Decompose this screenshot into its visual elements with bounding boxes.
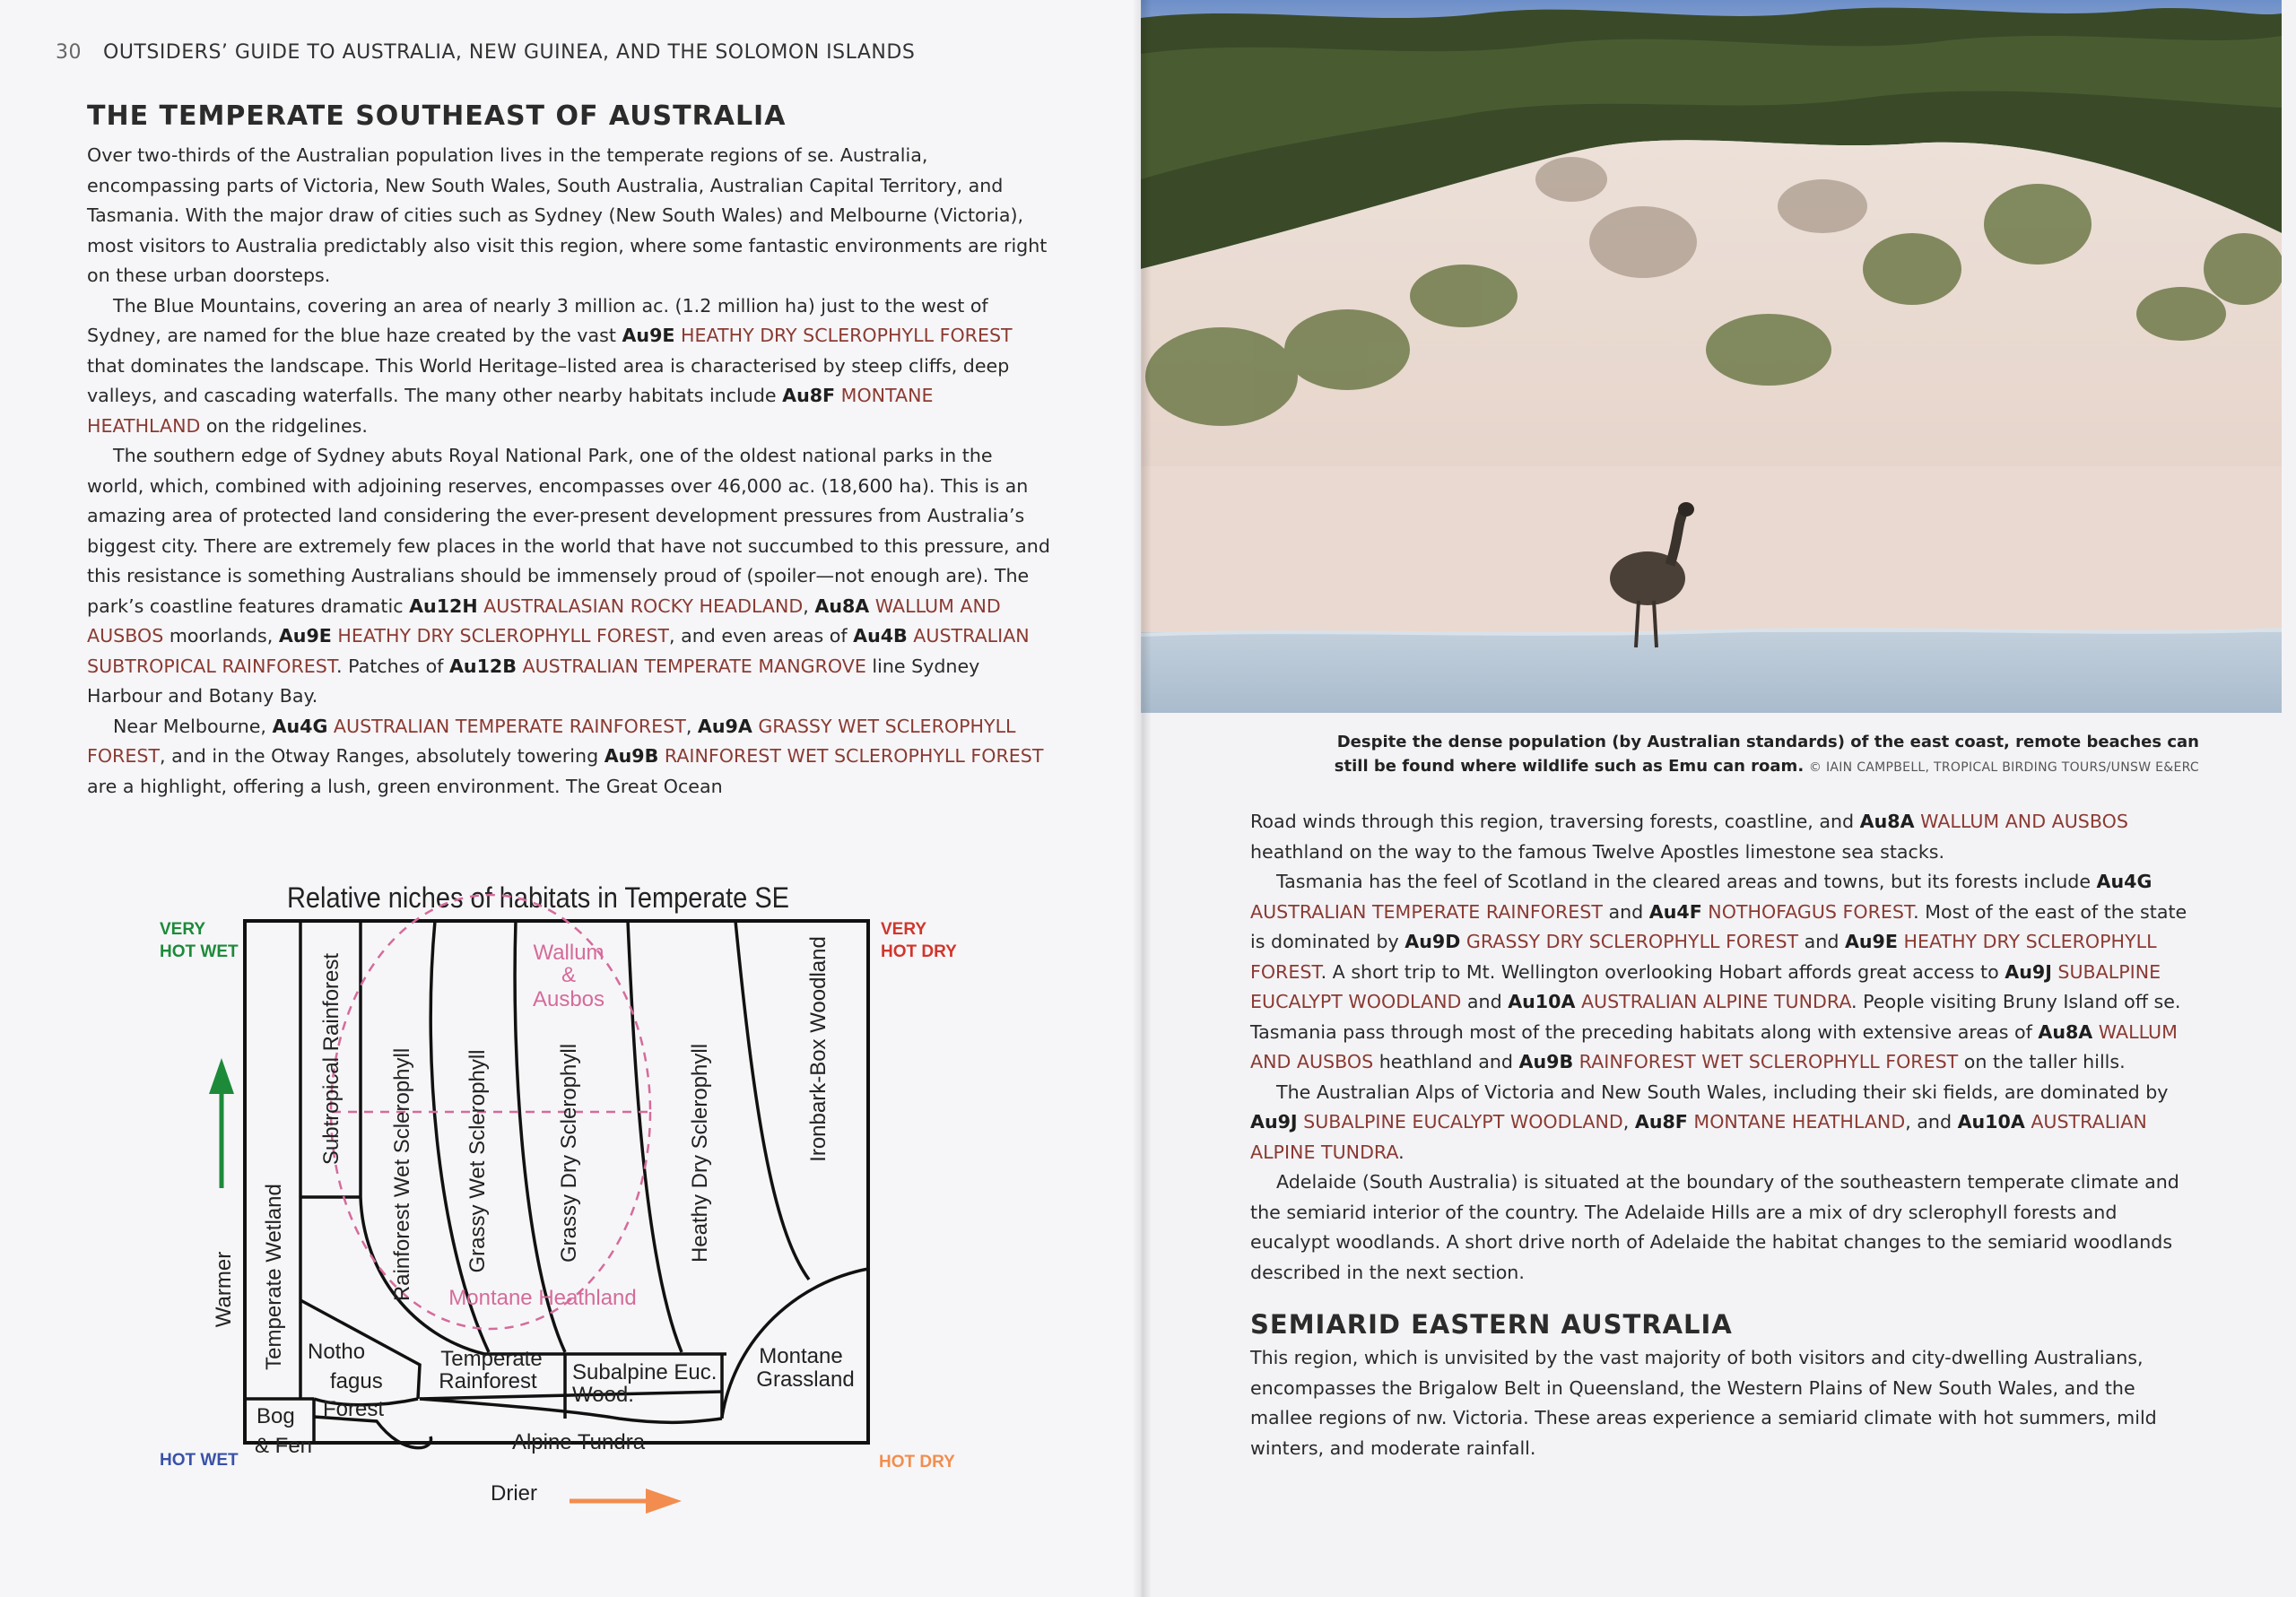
left-page: [0, 0, 1141, 1597]
habitat-name: MONTANE HEATHLAND: [87, 385, 934, 437]
label-montane-grassland-2: Grassland: [756, 1367, 855, 1392]
habitat-name: MONTANE HEATHLAND: [1687, 1111, 1906, 1133]
label-notho-2: fagus: [330, 1369, 383, 1393]
text-run: , and in the Otway Ranges, absolutely towering: [160, 745, 604, 767]
habitat-name: WALLUM AND AUSBOS: [87, 595, 1001, 647]
habitat-name: AUSTRALASIAN ROCKY HEADLAND: [477, 595, 804, 617]
right-page: [1141, 0, 2296, 1597]
lower-habitat-labels: [255, 1340, 855, 1458]
drier-arrow-head: [646, 1489, 682, 1514]
paragraph: [1250, 867, 2201, 1078]
text-run: line Sydney Harbour and Botany Bay.: [87, 655, 980, 707]
habitat-name: AUSTRALIAN ALPINE TUNDRA: [1575, 991, 1852, 1012]
paragraph: [87, 712, 1051, 803]
habitat-name: AUSTRALIAN TEMPERATE RAINFOREST: [327, 715, 686, 737]
paragraph: [87, 291, 1051, 442]
text-run: and: [1461, 991, 1509, 1012]
text-run: moorlands,: [163, 625, 279, 647]
label-subalpine-1: Subalpine Euc.: [572, 1360, 718, 1384]
habitat-name: SUBALPINE EUCALYPT WOODLAND: [1297, 1111, 1623, 1133]
habitat-code: Au9J: [2005, 960, 2052, 983]
text-run: The Australian Alps of Victoria and New South Wales, including their ski fields, are dominated by: [1276, 1081, 2169, 1103]
caption-text: Despite the dense population (by Australian standards) of the east coast, remote beaches can still be found where wildlife such as Emu can roam.: [1334, 733, 2199, 776]
text-run: heathland and: [1373, 1051, 1519, 1072]
paragraph: [87, 141, 1051, 291]
section-body: [87, 141, 1051, 802]
warmer-label: Warmer: [212, 1251, 236, 1328]
text-run: , and: [1905, 1111, 1958, 1133]
habitat-code: Au4B: [853, 625, 908, 647]
habitat-name: HEATHY DRY SCLEROPHYLL FOREST: [331, 625, 670, 647]
label-bog-2: & Fen: [255, 1434, 313, 1458]
habitat-name: AUSTRALIAN TEMPERATE RAINFOREST: [1250, 900, 1603, 923]
text-run: Road winds through this region, traversing forests, coastline, and: [1250, 811, 1860, 832]
beach: [1141, 466, 2282, 637]
habitat-code: Au8A: [2038, 1020, 2093, 1043]
corner-very-hot-wet-2: HOT WET: [160, 942, 239, 961]
habitat-code: Au4G: [2096, 871, 2152, 892]
label-temperate-rainforest-2: Rainforest: [439, 1369, 537, 1393]
habitat-name: GRASSY WET SCLEROPHYLL FOREST: [87, 715, 1016, 767]
habitat-code: Au9J: [1250, 1111, 1298, 1133]
warmer-arrow-head: [209, 1058, 234, 1094]
habitat-name: HEATHY DRY SCLEROPHYLL FOREST: [1250, 931, 2157, 983]
text-run: ,: [685, 715, 698, 737]
label-alpine-tundra: Alpine Tundra: [511, 1430, 646, 1454]
semiarid-body: [1250, 1343, 2201, 1463]
drier-label: Drier: [491, 1481, 537, 1506]
habitat-name: SUBALPINE EUCALYPT WOODLAND: [1250, 960, 2161, 1012]
habitat-code: Au9E: [622, 325, 675, 346]
habitat-code: Au8A: [1859, 811, 1915, 832]
text-run: Over two-thirds of the Australian population lives in the temperate regions of se. Australia, encompassing parts of Victoria, New South Wales, South Australia, Australian Capital Territory, and Tasmania. With the major draw of cities such as Sydney (New South Wales) and Melbourne (Victoria), most visitors to Australia predictably also visit this region, where some fantastic environments are right on these urban doorsteps.: [87, 144, 1048, 286]
text-run: . People visiting Bruny Island off se. Tasmania pass through most of the preceding habitats along with extensive areas of: [1250, 991, 2181, 1043]
habitat-code: Au8F: [1634, 1111, 1688, 1133]
habitat-name: GRASSY DRY SCLEROPHYLL FOREST: [1460, 931, 1799, 952]
text-run: Near Melbourne,: [113, 715, 273, 737]
book-title: OUTSIDERS’ GUIDE TO AUSTRALIA, NEW GUINEA, AND THE SOLOMON ISLANDS: [103, 41, 916, 64]
habitat-code: Au10A: [1957, 1111, 2025, 1133]
text-run: ,: [1622, 1111, 1635, 1133]
text-run: and: [1798, 931, 1845, 952]
text-run: on the ridgelines.: [200, 414, 368, 437]
habitat-code: Au4G: [272, 715, 328, 737]
text-run: Tasmania has the feel of Scotland in the cleared areas and towns, but its forests include: [1276, 871, 2097, 892]
habitat-name: RAINFOREST WET SCLEROPHYLL FOREST: [658, 745, 1044, 767]
label-montane-grassland-1: Montane: [759, 1344, 843, 1368]
label-heathy-dry-sclerophyll: Heathy Dry Sclerophyll: [688, 1043, 712, 1263]
habitat-code: Au12H: [409, 595, 478, 617]
text-run: Adelaide (South Australia) is situated at the boundary of the southeastern temperate climate and the semiarid interior of the country. The Adelaide Hills are a mix of dry sclerophyll forests and eucalypt woodlands. A short drive north of Adelaide the habitat changes to the semiarid woodlands described in the next section.: [1250, 1171, 2179, 1283]
habitat-niche-diagram: [144, 870, 969, 1515]
habitat-code: Au9E: [278, 625, 332, 647]
text-run: . A short trip to Mt. Wellington overlooking Hobart affords great access to: [1320, 960, 2005, 983]
emu-beach-photo: [1141, 0, 2282, 713]
label-grassy-wet-sclerophyll: Grassy Wet Sclerophyll: [465, 1049, 490, 1273]
photo-caption: [1302, 730, 2199, 780]
label-temperate-rainforest-1: Temperate: [440, 1347, 543, 1371]
habitat-code: Au9E: [1844, 931, 1898, 952]
paragraph: [1250, 1078, 2201, 1168]
text-run: and: [1602, 900, 1649, 923]
text-run: that dominates the landscape. This World Heritage–listed area is characterised by steep cliffs, deep valleys, and cascading waterfalls. The many other nearby habitats include: [87, 354, 1010, 406]
text-run: The southern edge of Sydney abuts Royal National Park, one of the oldest national parks in the world, which, combined with adjoining reserves, encompasses over 46,000 ac. (18,600 ha). This is an amazing area of protected land considering the ever-present development pressures from Australia’s biggest city. There are extremely few places in the world that have not succumbed to this pressure, and this resistance is something Australians should be immensely proud of (spoiler—not enough are). The park’s coastline features dramatic: [87, 445, 1050, 617]
corner-very-hot-dry-1: VERY: [881, 920, 927, 939]
habitat-name: WALLUM AND AUSBOS: [1914, 811, 2128, 832]
corner-very-hot-wet-1: VERY: [160, 920, 206, 939]
label-ausbos: Ausbos: [532, 987, 605, 1011]
text-run: . Patches of: [335, 655, 449, 677]
water: [1141, 632, 2282, 713]
corner-very-hot-dry-2: HOT DRY: [881, 942, 957, 961]
diagram-title: Relative niches of habitats in Temperate SE: [287, 881, 789, 914]
habitat-name: RAINFOREST WET SCLEROPHYLL FOREST: [1573, 1051, 1959, 1072]
text-run: This region, which is unvisited by the vast majority of both visitors and city-dwelling Australians, encompasses the Brigalow Belt in Queensland, the Western Plains of New South Wales, and the mallee regions of nw. Victoria. These areas experience a semiarid climate with hot summers, mild winters, and moderate rainfall.: [1250, 1347, 2157, 1459]
habitat-code: Au9B: [1518, 1051, 1574, 1072]
label-notho-1: Notho: [308, 1340, 366, 1364]
continued-body: [1250, 807, 2201, 1288]
label-montane-heathland: Montane Heathland: [448, 1286, 637, 1310]
section-heading: SEMIARID EASTERN AUSTRALIA: [1250, 1309, 1733, 1340]
habitat-name: AUSTRALIAN SUBTROPICAL RAINFOREST: [87, 625, 1030, 677]
text-run: heathland on the way to the famous Twelve Apostles limestone sea stacks.: [1250, 840, 1945, 863]
paragraph: [87, 441, 1051, 712]
text-run: The Blue Mountains, covering an area of nearly 3 million ac. (1.2 million ha) just to the west of Sydney, are named for the blue haze created by the vast: [87, 294, 988, 346]
page-number: 30: [56, 41, 82, 64]
paragraph: [1250, 807, 2201, 867]
text-run: are a highlight, offering a lush, green environment. The Great Ocean: [87, 775, 723, 797]
text-run: . Most of the east of the state is dominated by: [1250, 900, 2187, 952]
text-run: , and even areas of: [669, 625, 854, 647]
paragraph: [1250, 1167, 2201, 1288]
paragraph: [1250, 1343, 2201, 1463]
habitat-code: Au10A: [1508, 991, 1576, 1012]
label-grassy-dry-sclerophyll: Grassy Dry Sclerophyll: [557, 1043, 581, 1263]
text-run: .: [1398, 1141, 1405, 1163]
habitat-code: Au8A: [814, 595, 870, 617]
habitat-code: Au9B: [604, 745, 659, 767]
corner-hot-wet: HOT WET: [160, 1451, 239, 1470]
label-wallum: Wallum: [533, 941, 604, 965]
label-wallum-amp: &: [561, 963, 577, 987]
label-bog-1: Bog: [257, 1404, 295, 1428]
label-temperate-wetland: Temperate Wetland: [262, 1184, 286, 1370]
habitat-code: Au12B: [448, 655, 517, 677]
left-column: [87, 100, 1051, 802]
habitat-name: NOTHOFAGUS FOREST: [1701, 900, 1914, 923]
habitat-name: HEATHY DRY SCLEROPHYLL FOREST: [674, 325, 1013, 346]
habitat-code: Au8F: [782, 385, 836, 406]
label-notho-3: Forest: [323, 1397, 385, 1421]
text-run: ,: [803, 595, 815, 617]
label-subtropical-rainforest: Subtropical Rainforest: [319, 952, 344, 1166]
habitat-name: WALLUM AND AUSBOS: [1250, 1020, 2178, 1072]
label-ironbark-box-woodland: Ironbark-Box Woodland: [806, 936, 831, 1162]
text-run: on the taller hills.: [1958, 1051, 2126, 1072]
photo-credit: © IAIN CAMPBELL, TROPICAL BIRDING TOURS/UNSW E&ERC: [1808, 760, 2199, 775]
book-gutter: [1132, 0, 1152, 1597]
habitat-code: Au9A: [697, 715, 752, 737]
label-subalpine-2: Wood.: [572, 1383, 634, 1407]
running-head: [56, 41, 915, 64]
corner-hot-dry: HOT DRY: [879, 1453, 955, 1471]
section-heading: THE TEMPERATE SOUTHEAST OF AUSTRALIA: [87, 100, 787, 132]
habitat-code: Au9D: [1405, 931, 1461, 952]
habitat-code: Au4F: [1648, 900, 1702, 923]
habitat-name: AUSTRALIAN TEMPERATE MANGROVE: [516, 655, 866, 677]
label-rainforest-wet-sclerophyll: Rainforest Wet Sclerophyll: [390, 1047, 414, 1302]
right-column: [1250, 807, 2201, 1463]
habitat-name: AUSTRALIAN ALPINE TUNDRA: [1250, 1111, 2147, 1163]
